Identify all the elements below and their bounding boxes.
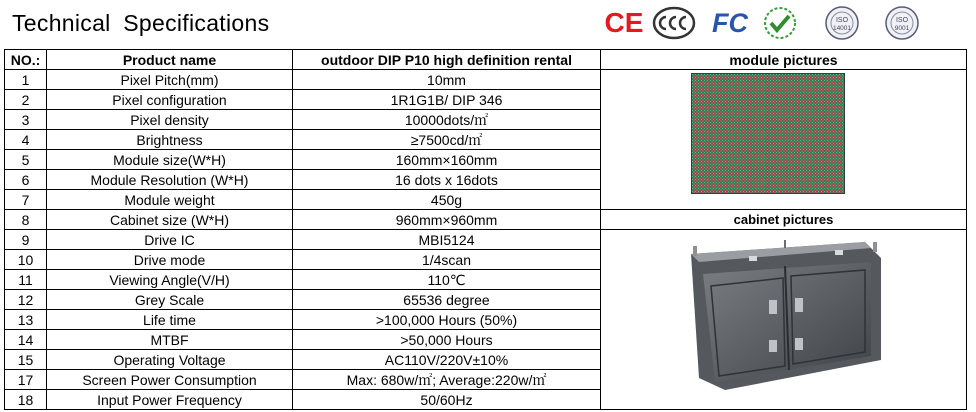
cell-value: 1/4scan — [293, 250, 601, 270]
cell-no: 9 — [5, 230, 47, 250]
module-picture — [691, 73, 845, 194]
cell-name: Operating Voltage — [47, 350, 293, 370]
iso-9001-logo-text-1: ISO — [895, 17, 909, 24]
cell-value: 10mm — [293, 70, 601, 90]
cell-value: 16 dots x 16dots — [293, 170, 601, 190]
certification-logos — [606, 4, 942, 42]
cell-no: 12 — [5, 290, 47, 310]
cell-no: 11 — [5, 270, 47, 290]
iso-14001-logo-text-2: 14001 — [832, 25, 852, 32]
cell-value: 960mm×960mm — [293, 210, 601, 230]
table-row — [5, 230, 967, 250]
cell-value: >50,000 Hours — [293, 330, 601, 350]
cell-value: AC110V/220V±10% — [293, 350, 601, 370]
cell-name: Life time — [47, 310, 293, 330]
cell-no: 14 — [5, 330, 47, 350]
cell-no: 15 — [5, 350, 47, 370]
ccc-logo — [652, 4, 696, 42]
specifications-table — [4, 49, 967, 410]
cell-value: 110℃ — [293, 270, 601, 290]
cell-no: 3 — [5, 110, 47, 130]
cell-name: Cabinet size (W*H) — [47, 210, 293, 230]
table-header-row — [5, 50, 967, 70]
cell-name: Input Power Frequency — [47, 390, 293, 410]
cell-no: 8 — [5, 210, 47, 230]
cell-no: 5 — [5, 150, 47, 170]
cell-no: 4 — [5, 130, 47, 150]
ce-logo: CE — [604, 7, 644, 38]
cell-name: Pixel density — [47, 110, 293, 130]
header-no: NO.: — [5, 50, 47, 70]
fc-logo: FC — [712, 7, 748, 38]
cell-name: Drive mode — [47, 250, 293, 270]
cell-no: 7 — [5, 190, 47, 210]
iso-9001-logo-text-2: 9001 — [894, 25, 910, 32]
cell-name: Module weight — [47, 190, 293, 210]
cell-name: Pixel configuration — [47, 90, 293, 110]
cabinet-picture — [685, 240, 885, 394]
cell-value: >100,000 Hours (50%) — [293, 310, 601, 330]
cell-name: Module size(W*H) — [47, 150, 293, 170]
page-title: Technical Specifications — [12, 10, 270, 36]
iso-14001-logo — [816, 4, 868, 42]
module-picture-cell — [601, 70, 967, 210]
cell-value: 10000dots/㎡ — [293, 110, 601, 130]
cell-no: 10 — [5, 250, 47, 270]
cell-name: Module Resolution (W*H) — [47, 170, 293, 190]
cell-value: Max: 680w/㎡; Average:220w/㎡ — [293, 370, 601, 390]
cell-name: Grey Scale — [47, 290, 293, 310]
cell-value: 50/60Hz — [293, 390, 601, 410]
cell-no: 6 — [5, 170, 47, 190]
table-row — [5, 70, 967, 90]
cabinet-pictures-label: cabinet pictures — [601, 210, 967, 230]
cell-value: 65536 degree — [293, 290, 601, 310]
cell-no: 17 — [5, 370, 47, 390]
iso-9001-logo — [876, 4, 928, 42]
cell-no: 2 — [5, 90, 47, 110]
header-value: outdoor DIP P10 high definition rental — [293, 50, 601, 70]
cell-value: 1R1G1B/ DIP 346 — [293, 90, 601, 110]
cabinet-picture-cell — [601, 230, 967, 410]
green-check-logo — [760, 4, 800, 42]
cell-name: Screen Power Consumption — [47, 370, 293, 390]
cell-value: 450g — [293, 190, 601, 210]
module-pictures-label: module pictures — [601, 50, 967, 70]
cell-value: MBI5124 — [293, 230, 601, 250]
cell-name: Pixel Pitch(mm) — [47, 70, 293, 90]
cell-no: 1 — [5, 70, 47, 90]
cell-no: 18 — [5, 390, 47, 410]
cell-no: 13 — [5, 310, 47, 330]
header-product-name: Product name — [47, 50, 293, 70]
cell-name: Drive IC — [47, 230, 293, 250]
cell-value: ≥7500cd/㎡ — [293, 130, 601, 150]
table-row — [5, 210, 967, 230]
cell-name: Brightness — [47, 130, 293, 150]
iso-14001-logo-text-1: ISO — [835, 17, 849, 24]
cell-name: MTBF — [47, 330, 293, 350]
cell-value: 160mm×160mm — [293, 150, 601, 170]
cell-name: Viewing Angle(V/H) — [47, 270, 293, 290]
